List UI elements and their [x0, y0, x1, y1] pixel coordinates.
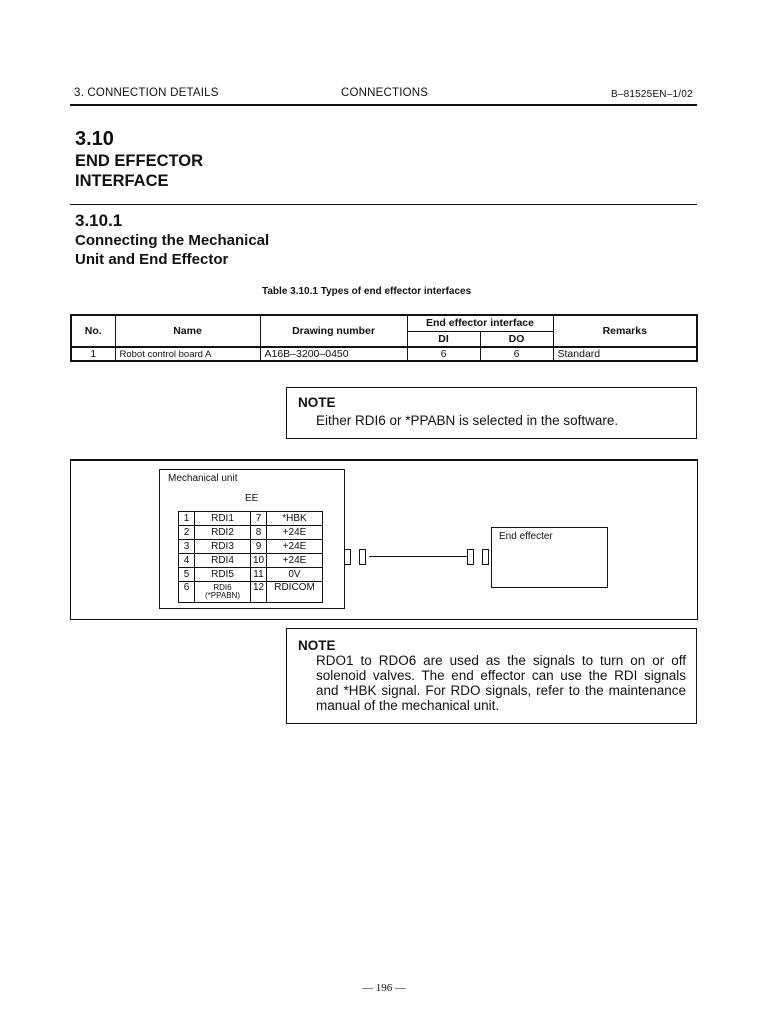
pin-row	[179, 582, 323, 603]
pin-number: 2	[179, 526, 195, 540]
pin-number: 3	[179, 540, 195, 554]
subsection-title: Connecting the Mechanical Unit and End Effector	[75, 232, 270, 268]
pin-number: 7	[251, 512, 267, 526]
pin-number: 11	[251, 568, 267, 582]
cell-name: Robot control board A	[115, 347, 260, 361]
cell-do: 6	[480, 347, 553, 361]
note-title: NOTE	[298, 638, 336, 653]
header-chapter: 3. CONNECTION DETAILS	[74, 87, 219, 99]
header-rule	[70, 104, 697, 106]
note-box-2	[286, 628, 697, 724]
page-number: — 196 —	[362, 982, 406, 994]
note-text: RDO1 to RDO6 are used as the signals to turn on or off solenoid valves. The end effector can use the RDI signals and *HBK signal. For RDO signals, refer to the maintenance manual of the mechanical unit.	[316, 653, 686, 713]
cell-no: 1	[71, 347, 115, 361]
col-header-name: Name	[115, 315, 260, 347]
pin-signal: RDI2	[195, 526, 251, 540]
pin-signal: RDICOM	[267, 582, 323, 603]
connector-plug	[467, 549, 474, 565]
section-number: 3.10	[75, 128, 114, 150]
header-doc-id: B–81525EN–1/02	[611, 89, 693, 100]
section-rule	[70, 204, 697, 205]
pin-signal: RDI3	[195, 540, 251, 554]
pin-number: 9	[251, 540, 267, 554]
pin-number: 4	[179, 554, 195, 568]
col-header-no: No.	[71, 315, 115, 347]
col-header-do: DO	[480, 331, 553, 347]
col-header-remarks: Remarks	[553, 315, 697, 347]
table-row	[71, 347, 697, 361]
cable-line	[369, 556, 467, 557]
pin-number: 1	[179, 512, 195, 526]
mechanical-unit-label: Mechanical unit	[168, 473, 238, 484]
pin-signal: +24E	[267, 540, 323, 554]
pin-row	[179, 526, 323, 540]
note-box-1	[286, 387, 697, 439]
interface-table	[70, 314, 698, 362]
col-header-drawing: Drawing number	[260, 315, 407, 347]
header-title: CONNECTIONS	[341, 87, 429, 99]
pin-number: 6	[179, 582, 195, 603]
pin-signal: RDI1	[195, 512, 251, 526]
pin-signal: +24E	[267, 526, 323, 540]
pin-table	[178, 511, 323, 603]
pin-signal: RDI5	[195, 568, 251, 582]
pin-signal: +24E	[267, 554, 323, 568]
col-header-di: DI	[407, 331, 480, 347]
pin-row	[179, 568, 323, 582]
pin-signal: RDI4	[195, 554, 251, 568]
end-effecter-label: End effecter	[499, 531, 553, 542]
pin-number: 12	[251, 582, 267, 603]
pin-signal: *HBK	[267, 512, 323, 526]
cell-di: 6	[407, 347, 480, 361]
subsection-number: 3.10.1	[75, 211, 123, 230]
cell-remarks: Standard	[553, 347, 697, 361]
connector-plug	[482, 549, 489, 565]
pin-signal: 0V	[267, 568, 323, 582]
connector-plug	[359, 549, 366, 565]
pin-number: 5	[179, 568, 195, 582]
pin-number: 10	[251, 554, 267, 568]
table-caption: Table 3.10.1 Types of end effector interfaces	[262, 286, 472, 297]
pin-number: 8	[251, 526, 267, 540]
note-title: NOTE	[298, 395, 336, 410]
note-text: Either RDI6 or *PPABN is selected in the software.	[316, 413, 619, 428]
pin-row	[179, 540, 323, 554]
col-header-interface: End effector interface	[407, 315, 553, 331]
pin-row	[179, 554, 323, 568]
pin-signal-alt: (*PPABN)	[205, 591, 240, 600]
pin-row	[179, 512, 323, 526]
ee-connector-label: EE	[245, 493, 259, 504]
cell-drawing: A16B–3200–0450	[260, 347, 407, 361]
connector-plug	[344, 549, 351, 565]
section-title: END EFFECTOR INTERFACE	[75, 152, 204, 190]
pin-signal-cell	[195, 582, 251, 603]
pin-signal: RDI6	[213, 583, 232, 592]
